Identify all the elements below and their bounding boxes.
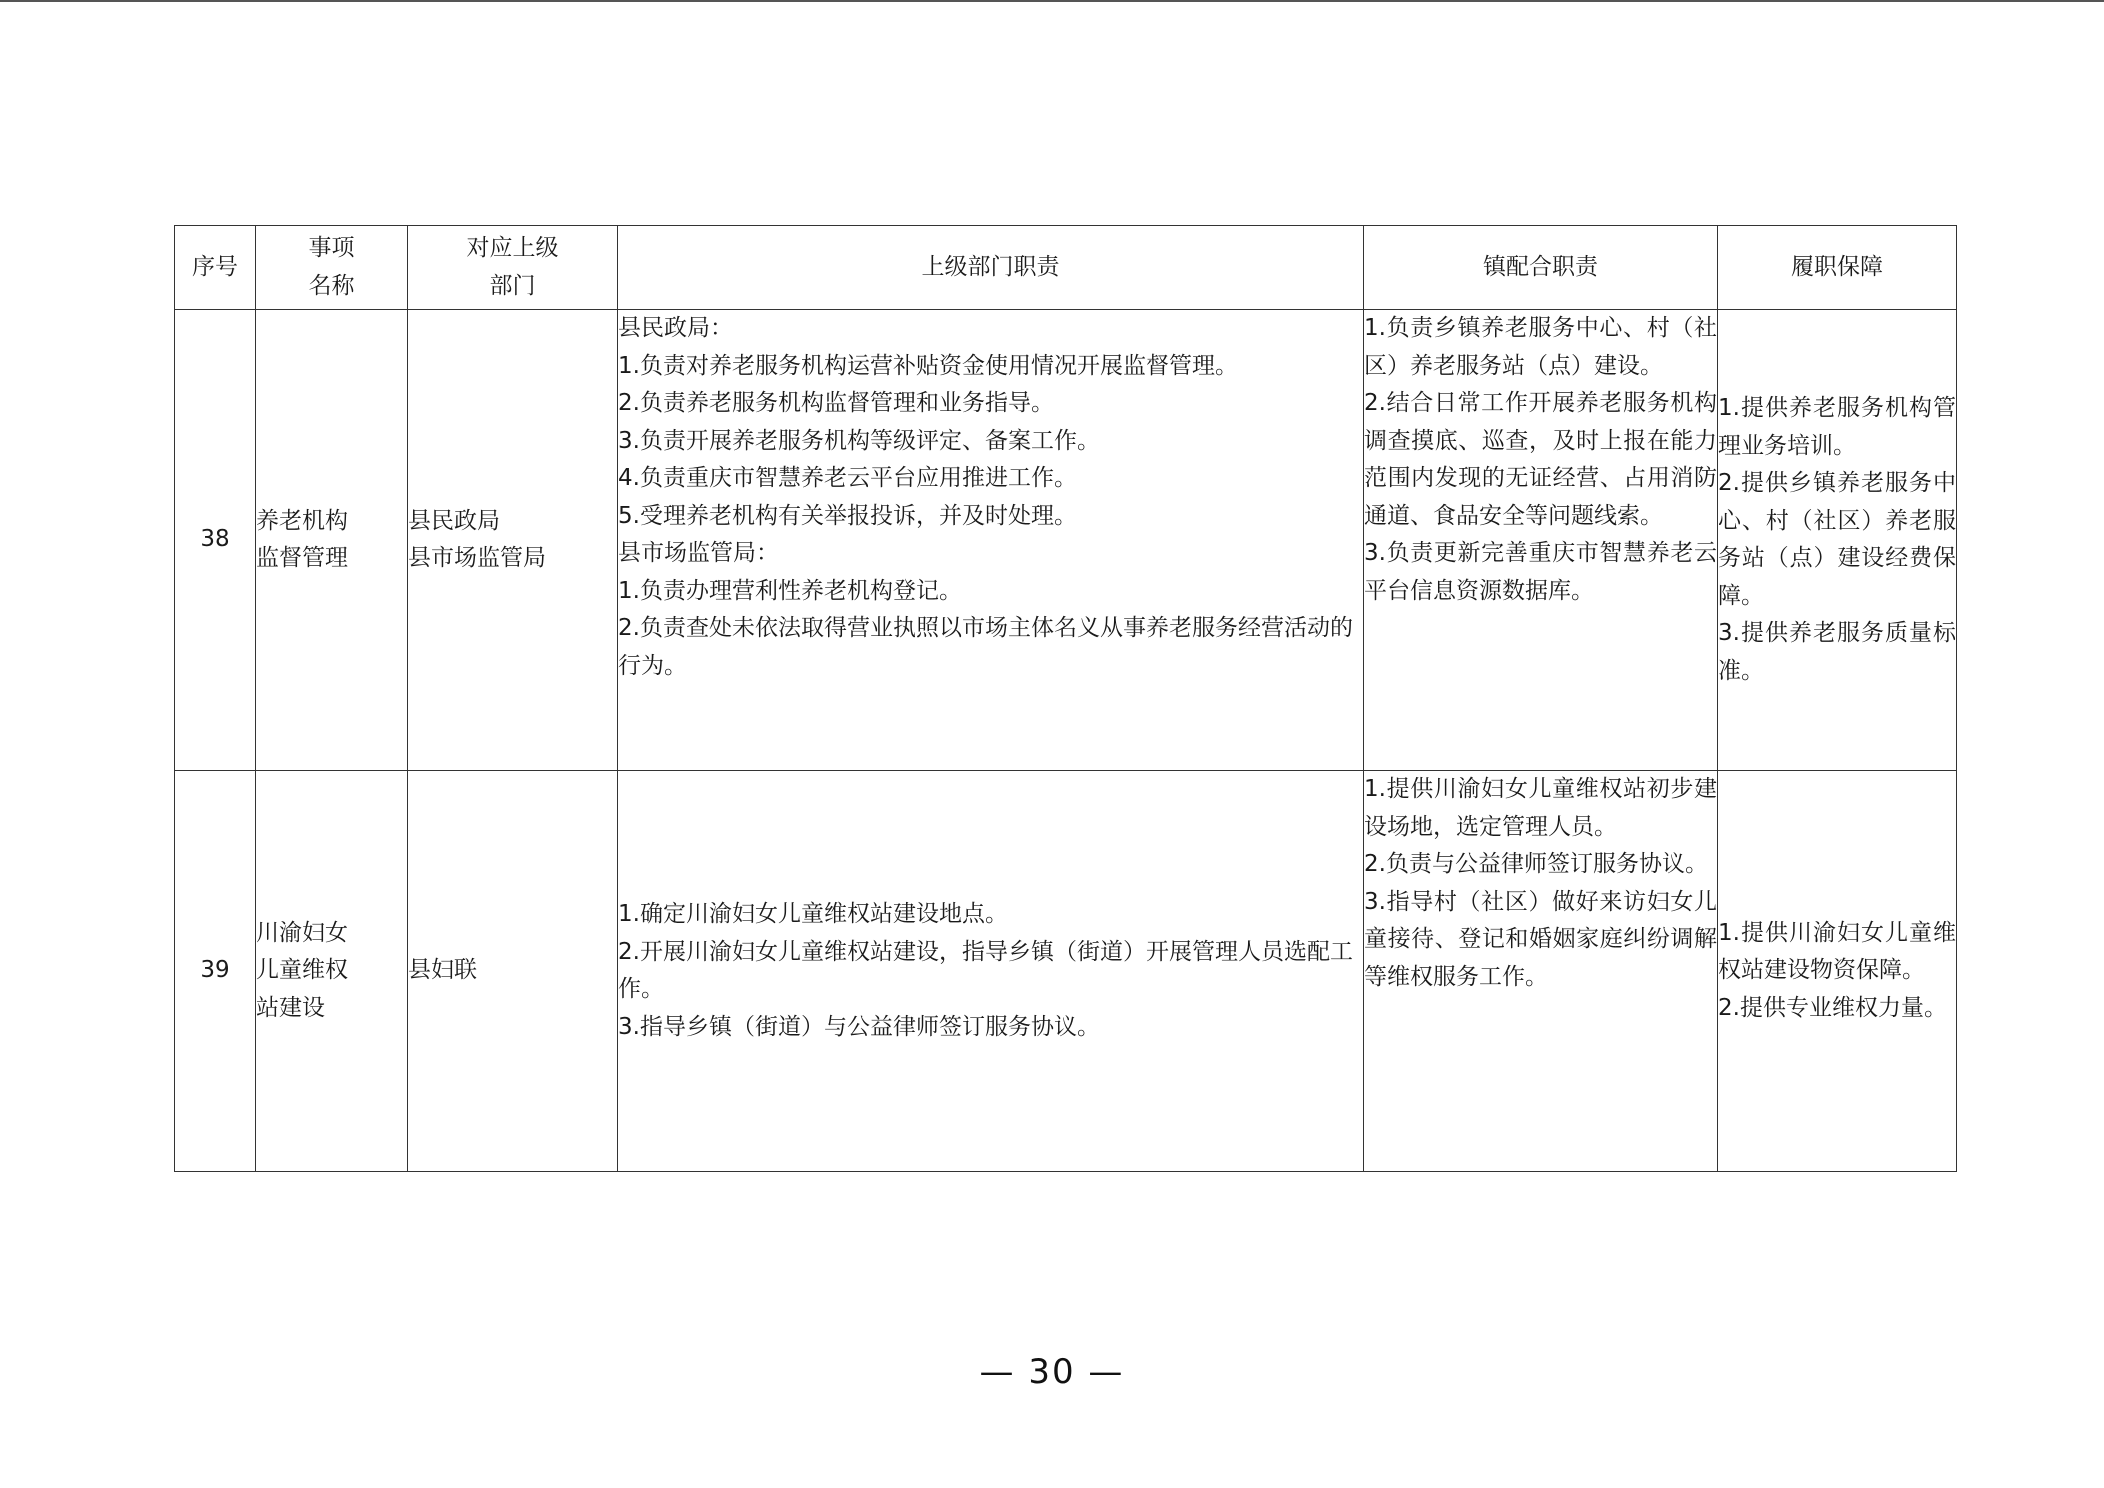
upper-duty-cell: 1.确定川渝妇女儿童维权站建设地点。 2.开展川渝妇女儿童维权站建设，指导乡镇（街道）开展管理人员选配工作。 3.指导乡镇（街道）与公益律师签订服务协议。	[618, 771, 1364, 1172]
header-town-duty: 镇配合职责	[1364, 226, 1718, 310]
item-name: 养老机构 监督管理	[256, 310, 408, 771]
row-index: 39	[175, 771, 256, 1172]
guarantee-cell: 1.提供川渝妇女儿童维权站建设物资保障。 2.提供专业维权力量。	[1718, 771, 1957, 1172]
header-item-name: 事项 名称	[256, 226, 408, 310]
row-index: 38	[175, 310, 256, 771]
guarantee-cell: 1.提供养老服务机构管理业务培训。 2.提供乡镇养老服务中心、村（社区）养老服务站（点）建设经费保障。 3.提供养老服务质量标准。	[1718, 310, 1957, 771]
header-superior-dept: 对应上级 部门	[408, 226, 618, 310]
upper-duty-cell: 县民政局： 1.负责对养老服务机构运营补贴资金使用情况开展监督管理。 2.负责养老服务机构监督管理和业务指导。 3.负责开展养老服务机构等级评定、备案工作。 4.负责重庆市智慧养老云平台应用推进工作。 5.受理养老机构有关举报投诉，并及时处理。 县市场监管局： 1.负责办理营利性养老机构登记。 2.负责查处未依法取得营业执照以市场主体名义从事养老服务经营活动的行为。	[618, 310, 1364, 771]
table-header-row	[175, 226, 1957, 310]
header-index: 序号	[175, 226, 256, 310]
superior-dept: 县妇联	[408, 771, 618, 1172]
table-row	[175, 771, 1957, 1172]
top-border-line	[0, 0, 2104, 2]
item-name: 川渝妇女 儿童维权 站建设	[256, 771, 408, 1172]
page-number: — 30 —	[979, 1352, 1125, 1392]
header-upper-duty: 上级部门职责	[618, 226, 1364, 310]
superior-dept: 县民政局 县市场监管局	[408, 310, 618, 771]
town-duty-cell: 1.提供川渝妇女儿童维权站初步建设场地，选定管理人员。 2.负责与公益律师签订服务协议。 3.指导村（社区）做好来访妇女儿童接待、登记和婚姻家庭纠纷调解等维权服务工作。	[1364, 771, 1718, 1172]
town-duty-cell: 1.负责乡镇养老服务中心、村（社区）养老服务站（点）建设。 2.结合日常工作开展养老服务机构调查摸底、巡查，及时上报在能力范围内发现的无证经营、占用消防通道、食品安全等问题线索。 3.负责更新完善重庆市智慧养老云平台信息资源数据库。	[1364, 310, 1718, 771]
header-guarantee: 履职保障	[1718, 226, 1957, 310]
table-row	[175, 310, 1957, 771]
duty-table	[174, 225, 1957, 1172]
